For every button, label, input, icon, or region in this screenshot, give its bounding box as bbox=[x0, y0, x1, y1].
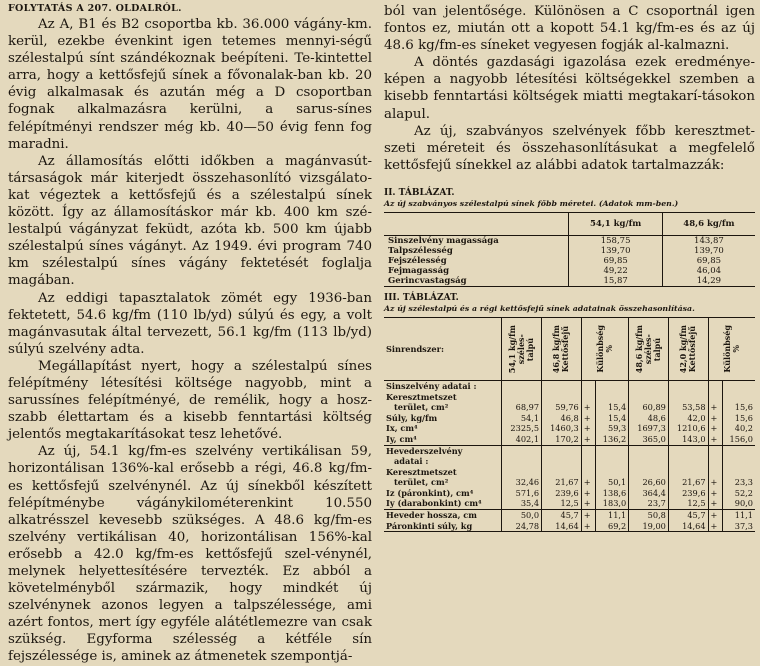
paragraph: Az eddigi tapasztalatok zömét egy 1936-ban fektetett, 54.6 kg/fm (110 lb/yd) súlyú és egy, a volt magánvasutak által tervezett, 56.1 kg/fm (113 lb/yd) súlyú szelvény adta. bbox=[8, 290, 372, 357]
table3-cell: 23,3 bbox=[722, 477, 755, 488]
table-row bbox=[384, 498, 755, 509]
paragraph: Az államosítás előtti időkben a magánvasút-társaságok már kiterjedt összehasonlító vizsgálato-kat végeztek a kettősfejű és a szélestalpú sínek között. Így az államosításkor már kb. 400 km szé-lestalpú vágányzat feküdt, azóta kb. 500 km újabb szélestalpú sínes vágányt. Az 1949. évi program 740 km szélestalpú sínes vágány fektetését foglalja magában. bbox=[8, 153, 372, 289]
table3-cell: 52,2 bbox=[722, 488, 755, 499]
table3-cell: 40,2 bbox=[722, 423, 755, 434]
table3-cell: + bbox=[581, 510, 595, 521]
table3-col-header: Különbség % bbox=[594, 325, 614, 373]
table3-cell: 15,4 bbox=[595, 402, 629, 413]
table3-cell bbox=[502, 467, 542, 478]
table3-cell: 365,0 bbox=[629, 434, 669, 445]
table2-cell: 143,87 bbox=[662, 235, 755, 246]
table3-cell: 571,6 bbox=[502, 488, 542, 499]
table3-section3 bbox=[384, 510, 755, 532]
table3-cell: + bbox=[581, 402, 595, 413]
table2-subtitle: Az új szabványos szélestalpú sínek főbb méretei. (Adatok mm-ben.) bbox=[384, 198, 679, 208]
table3-cell: 1697,3 bbox=[629, 423, 669, 434]
table-row bbox=[384, 434, 755, 445]
table3-cell: 1460,3 bbox=[542, 423, 582, 434]
table3-row-label: terület, cm² bbox=[394, 477, 449, 488]
table2-cell: 15,87 bbox=[569, 276, 662, 287]
table3-cell bbox=[668, 467, 708, 478]
table3-cell: + bbox=[581, 488, 595, 499]
table3-cell: + bbox=[708, 498, 722, 509]
table3-cell: 402,1 bbox=[502, 434, 542, 445]
table3-cell: + bbox=[581, 521, 595, 532]
table3-cell: 11,1 bbox=[595, 510, 629, 521]
table2-header: 54,1 kg/fm bbox=[569, 212, 662, 235]
table2-cell: 139,70 bbox=[662, 246, 755, 256]
table-row bbox=[384, 246, 755, 256]
table-row bbox=[384, 467, 755, 478]
table3-cell: 32,46 bbox=[502, 477, 542, 488]
table3-cell: 12,5 bbox=[668, 498, 708, 509]
table3-cell: 90,0 bbox=[722, 498, 755, 509]
paragraph: Az új, 54.1 kg/fm-es szelvény vertikálisan 59, horizontálisan 136%-kal erősebb a régi, 46.8 kg/fm-es kettősfejű szelvénynél. Az új sínekből készített felépítménybe vágánykilométerenkint 10.550 alkatrésszel kevesebb szükséges. A 48.6 kg/fm-es szelvény vertikálisan 40, horizontálisan 156%-kal erősebb a 42.0 kg/fm-es kettősfejű szel-vénynél, melynek helyettesítésére tervezték. Ez abból a követelményből származik, hogy mindkét új szelvénynek azonos legyen a talpszélessége, ami azért fontos, mert így egyféle alátétlemezre van csak szükség. Egyforma szélesség a kétféle sín fejszélessége is, aminek az átmenetek szempontjá- bbox=[8, 444, 372, 665]
table3-cell: 15,6 bbox=[722, 413, 755, 424]
table3-cell: 54,1 bbox=[502, 413, 542, 424]
table-row bbox=[384, 477, 755, 488]
table3-cell: 53,58 bbox=[668, 402, 708, 413]
paragraph: Megállapítást nyert, hogy a szélestalpú sínes felépítmény létesítési költsége nagyobb, mint a sarussínes felépítményé, de remélik, hogy a hosz-szabb élettartam és a kisebb fenntartási költség jelentős megtakarításokat tesz lehetővé. bbox=[8, 358, 372, 443]
table3-row-label: Keresztmetszet bbox=[386, 391, 457, 402]
table3-cell: 12,5 bbox=[542, 498, 582, 509]
table3-cell: 14,64 bbox=[542, 521, 582, 532]
table3-cell bbox=[722, 467, 755, 478]
table3-cell: + bbox=[581, 434, 595, 445]
table2-cell: Fejszélesség bbox=[388, 255, 447, 266]
table3-cell: 239,6 bbox=[668, 488, 708, 499]
table2-header: 48,6 kg/fm bbox=[662, 212, 755, 235]
table-row bbox=[384, 423, 755, 434]
table3-row-label: Heveder hossza, cm bbox=[384, 510, 502, 521]
table-row bbox=[384, 266, 755, 276]
table3-cell bbox=[595, 392, 629, 403]
table3-cell: 45,7 bbox=[668, 510, 708, 521]
table3 bbox=[384, 317, 755, 532]
table3-cell: 15,6 bbox=[722, 402, 755, 413]
table3-section-title: Sinszelvény adatai : bbox=[386, 380, 477, 391]
table-row bbox=[384, 256, 755, 266]
table3-row-label: Páronkinti súly, kg bbox=[386, 520, 473, 531]
table3-cell: 143,0 bbox=[668, 434, 708, 445]
table3-cell: 50,1 bbox=[595, 477, 629, 488]
table3-row-label: Keresztmetszet bbox=[386, 466, 457, 477]
table3-section1 bbox=[384, 392, 755, 445]
table-row bbox=[384, 235, 755, 246]
table3-cell bbox=[542, 392, 582, 403]
table3-section2 bbox=[384, 467, 755, 510]
table3-cell: 21,67 bbox=[668, 477, 708, 488]
table3-row-label: Ix, cm⁴ bbox=[386, 423, 418, 434]
table3-cell: 26,60 bbox=[629, 477, 669, 488]
right-column bbox=[384, 3, 755, 532]
table3-cell: 136,2 bbox=[595, 434, 629, 445]
table3-cell: + bbox=[708, 423, 722, 434]
table3-cell: + bbox=[708, 402, 722, 413]
table3-col-header: 42,0 kg/fm Kettősfejű bbox=[678, 324, 698, 374]
table-row bbox=[384, 510, 755, 521]
table-row bbox=[384, 402, 755, 413]
table3-cell: 14,64 bbox=[668, 521, 708, 532]
table-row bbox=[384, 392, 755, 403]
table3-cell: 60,89 bbox=[629, 402, 669, 413]
table3-stub-header: Sinrendszer: bbox=[384, 317, 502, 380]
table3-cell: 183,0 bbox=[595, 498, 629, 509]
table3-cell: 59,3 bbox=[595, 423, 629, 434]
table3-cell: 364,4 bbox=[629, 488, 669, 499]
table3-row-label: Iy (darabonkint) cm⁴ bbox=[386, 498, 482, 509]
table2-caption: II. TÁBLÁZAT. bbox=[384, 187, 455, 198]
table3-cell bbox=[722, 392, 755, 403]
table3-row-label: terület, cm² bbox=[394, 402, 449, 413]
table3-cell: 59,76 bbox=[542, 402, 582, 413]
table3-row-label: Súly, kg/fm bbox=[386, 412, 438, 423]
table-row bbox=[384, 276, 755, 287]
table3-cell bbox=[629, 392, 669, 403]
table3-subtitle: Az új szélestalpú és a régi kettősfejű sínek adatainak összehasonlítása. bbox=[384, 303, 695, 313]
continuation-header: FOLYTATÁS A 207. OLDALRÓL. bbox=[8, 3, 182, 14]
table-row bbox=[384, 413, 755, 424]
table3-row-label: Iz (páronkint), cm⁴ bbox=[386, 487, 474, 498]
table2-cell: 14,29 bbox=[662, 276, 755, 287]
table3-col-header: 54,1 kg/fm széles- talpú bbox=[507, 324, 536, 374]
table2-cell: Talpszélesség bbox=[388, 245, 453, 256]
table3-cell: 68,97 bbox=[502, 402, 542, 413]
table3-cell: 24,78 bbox=[502, 521, 542, 532]
table3-cell: 19,00 bbox=[629, 521, 669, 532]
table3-cell bbox=[581, 467, 595, 478]
table2-cell: Sinszelvény magassága bbox=[388, 235, 499, 246]
table3-cell: + bbox=[708, 510, 722, 521]
table2-cell: 158,75 bbox=[569, 235, 662, 246]
table3-col-header: Különbség % bbox=[721, 325, 741, 373]
table2 bbox=[384, 212, 755, 287]
table3-cell: 23,7 bbox=[629, 498, 669, 509]
table3-section-title: adatai : bbox=[394, 456, 429, 467]
table3-cell: 46,8 bbox=[542, 413, 582, 424]
table3-cell: + bbox=[708, 434, 722, 445]
table3-cell: 45,7 bbox=[542, 510, 582, 521]
table3-cell: 170,2 bbox=[542, 434, 582, 445]
table2-cell: Fejmagasság bbox=[388, 265, 450, 276]
table3-cell: 138,6 bbox=[595, 488, 629, 499]
table2-cell: 69,85 bbox=[569, 256, 662, 266]
table3-cell: 239,6 bbox=[542, 488, 582, 499]
table3-cell: 15,4 bbox=[595, 413, 629, 424]
table2-cell: 46,04 bbox=[662, 266, 755, 276]
paragraph: Az A, B1 és B2 csoportba kb. 36.000 vágány-km. kerül, ezekbe évenkint igen tetemes mennyi-ségű szélestalpú sínt szándékoznak beépíteni. Te-kintettel arra, hogy a kettősfejű sínek a fővonalak-ban kb. 20 évig alkalmasak és azután még a D csoportban fognak alkalmazásra kerülni, a sarus-sínes felépítményi rendszer még kb. 40—50 évig fenn fog maradni. bbox=[8, 17, 372, 152]
table3-cell: 37,3 bbox=[722, 521, 755, 532]
table3-cell: 50,0 bbox=[502, 510, 542, 521]
table-row bbox=[384, 488, 755, 499]
table3-cell bbox=[502, 392, 542, 403]
table3-cell bbox=[542, 467, 582, 478]
left-column bbox=[8, 3, 372, 666]
table3-cell: + bbox=[581, 477, 595, 488]
table3-cell: + bbox=[708, 413, 722, 424]
table2-cell: 49,22 bbox=[569, 266, 662, 276]
table2-header bbox=[384, 212, 569, 235]
table3-cell: 35,4 bbox=[502, 498, 542, 509]
table3-cell bbox=[581, 392, 595, 403]
table3-cell: + bbox=[708, 488, 722, 499]
table3-cell: + bbox=[581, 423, 595, 434]
table3-cell: 21,67 bbox=[542, 477, 582, 488]
table3-cell bbox=[629, 467, 669, 478]
table2-cell: Gerincvastagság bbox=[388, 275, 467, 286]
table3-cell: 11,1 bbox=[722, 510, 755, 521]
table3-cell bbox=[708, 467, 722, 478]
table3-cell: + bbox=[708, 521, 722, 532]
table3-cell: + bbox=[581, 498, 595, 509]
table3-section-title: Hevederszelvény bbox=[384, 445, 502, 456]
table3-cell: 48,6 bbox=[629, 413, 669, 424]
table3-cell: 2325,5 bbox=[502, 423, 542, 434]
paragraph: ból van jelentősége. Különösen a C csoportnál igen fontos ez, miután ott a kopott 54.1 kg/fm-es és az új 48.6 kg/fm-es síneket vegyesen fogják al-kalmazni. bbox=[384, 4, 755, 54]
table3-cell bbox=[708, 392, 722, 403]
table3-cell bbox=[595, 467, 629, 478]
table3-cell: 156,0 bbox=[722, 434, 755, 445]
table3-row-label: Iy, cm⁴ bbox=[386, 433, 417, 444]
table3-col-header: 46,8 kg/fm Kettősfejű bbox=[551, 324, 571, 374]
table-row bbox=[384, 521, 755, 532]
table3-cell: 69,2 bbox=[595, 521, 629, 532]
table3-cell: + bbox=[581, 413, 595, 424]
table3-cell: + bbox=[708, 477, 722, 488]
table3-col-header: 48,6 kg/fm széles- talpú bbox=[634, 324, 663, 374]
table3-cell bbox=[668, 392, 708, 403]
table3-cell: 1210,6 bbox=[668, 423, 708, 434]
paragraph: A döntés gazdasági igazolása ezek eredménye-képen a nagyobb létesítési költségekkel szemben a kisebb fenntartási költségek miatti megtakarí-tásokon alapul. bbox=[384, 55, 755, 122]
table3-cell: 50,8 bbox=[629, 510, 669, 521]
paragraph: Az új, szabványos szelvények főbb keresztmet-szeti méreteit és összehasonlításukat a megfelelő kettősfejű sínekkel az alábbi adatok tartalmazzák: bbox=[384, 123, 755, 173]
table3-caption: III. TÁBLÁZAT. bbox=[384, 292, 459, 303]
table3-cell: 42,0 bbox=[668, 413, 708, 424]
table2-cell: 69,85 bbox=[662, 256, 755, 266]
table2-cell: 139,70 bbox=[569, 246, 662, 256]
